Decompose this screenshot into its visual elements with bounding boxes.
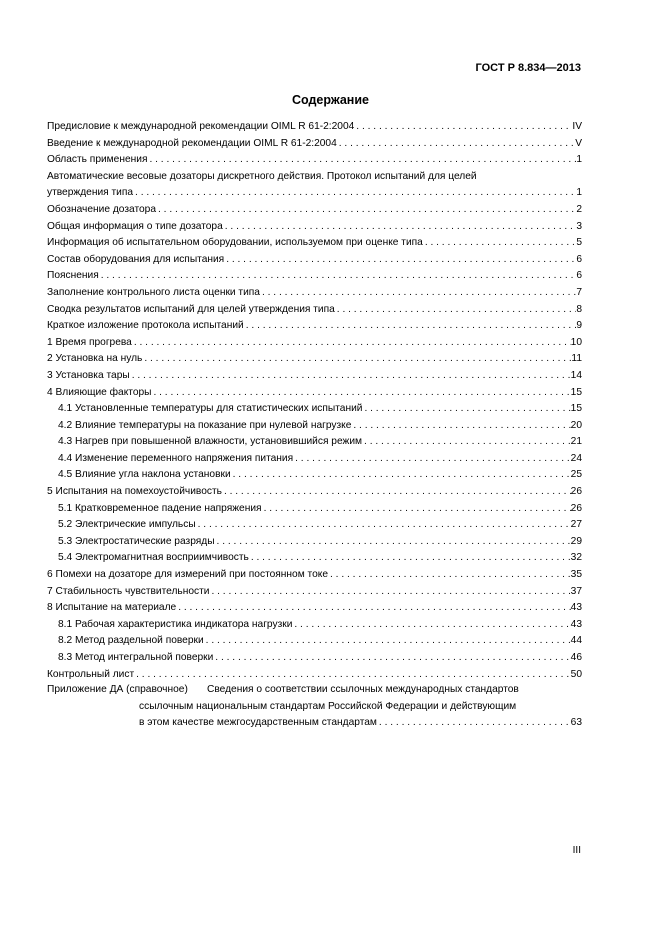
toc-page: 43 (570, 618, 582, 630)
toc-label: 4.4 Изменение переменного напряжения питания (58, 452, 294, 464)
toc-page: 43 (570, 602, 582, 614)
toc-leader (213, 651, 570, 665)
toc-label: 8.1 Рабочая характеристика индикатора нагрузки (58, 618, 293, 630)
toc-subentry[interactable] (47, 419, 582, 436)
toc-page: 26 (570, 486, 582, 498)
toc-page: 25 (570, 469, 582, 481)
toc-page: 14 (570, 369, 582, 381)
toc-subentry[interactable] (47, 468, 582, 485)
toc-label: Контрольный лист (47, 668, 135, 680)
toc-label: 8.3 Метод интегральной поверки (58, 652, 214, 663)
toc-leader (134, 668, 571, 682)
toc-page: 5 (576, 237, 582, 249)
toc-leader (423, 236, 577, 250)
toc-page: 20 (570, 419, 582, 431)
toc-subentry[interactable] (47, 435, 582, 452)
toc-leader (99, 269, 577, 283)
toc-leader (351, 419, 570, 433)
toc-leader (260, 286, 576, 300)
toc-entry[interactable] (47, 319, 582, 336)
toc-label: 5.1 Кратковременное падение напряжения (58, 502, 262, 514)
toc-label: 4.3 Нагрев при повышенной влажности, установившийся режим (58, 436, 363, 448)
toc-label: Сводка результатов испытаний для целей утверждения типа (47, 303, 335, 315)
appendix-title-line3: в этом качестве межгосударственным стандартам (139, 717, 377, 729)
toc-page: 10 (570, 336, 582, 348)
toc-page: 24 (570, 452, 582, 464)
toc-page: 6 (576, 270, 582, 282)
toc-entry[interactable] (47, 352, 582, 369)
toc-entry[interactable] (47, 601, 582, 618)
toc-label: 1 Время прогрева (47, 336, 132, 348)
toc-leader (354, 120, 572, 134)
toc-page: 46 (570, 652, 582, 663)
toc-leader (147, 153, 576, 167)
toc-label: 8 Испытание на материале (47, 602, 177, 614)
toc-leader (132, 336, 571, 350)
toc-entry[interactable] (47, 269, 582, 286)
toc-subentry[interactable] (47, 618, 582, 635)
appendix-tag: Приложение ДА (справочное) (47, 684, 188, 695)
toc-leader (362, 435, 571, 449)
toc-label: Заполнение контрольного листа оценки типа (47, 286, 260, 298)
toc-label: 2 Установка на нуль (47, 353, 143, 365)
toc-page: 37 (570, 585, 582, 597)
toc-page: 7 (576, 286, 582, 298)
toc-leader (215, 535, 571, 549)
toc-subentry[interactable] (47, 634, 582, 651)
toc-label: 5 Испытания на помехоустойчивость (47, 486, 222, 498)
toc-label: Общая информация о типе дозатора (47, 220, 223, 232)
toc-page: 44 (570, 635, 582, 647)
toc-leader (362, 402, 570, 416)
toc-page: 26 (570, 502, 582, 514)
toc-page: V (575, 137, 582, 149)
toc-leader (151, 386, 570, 400)
toc-entry[interactable] (47, 568, 582, 585)
toc-leader (293, 452, 571, 466)
toc-leader (196, 518, 571, 532)
toc-leader (209, 585, 570, 599)
appendix-title-line2: ссылочным национальным стандартам Российской Федерации и действующим (139, 700, 517, 712)
toc-page: 11 (571, 353, 582, 365)
toc-label-continued: Автоматические весовые дозаторы дискретного действия. Протокол испытаний для целей (47, 170, 477, 182)
toc-entry[interactable] (47, 668, 582, 685)
toc-page: 8 (576, 303, 582, 315)
toc-leader (133, 186, 576, 200)
toc-label: 8.2 Метод раздельной поверки (58, 635, 204, 647)
toc-page: 50 (570, 668, 582, 680)
toc-label: 6 Помехи на дозаторе для измерений при постоянном токе (47, 569, 329, 581)
toc-label: Информация об испытательном оборудовании, используемом при оценке типа (47, 237, 423, 249)
toc-leader (292, 618, 570, 632)
toc-entry[interactable] (47, 336, 582, 353)
toc-subentry[interactable] (47, 535, 582, 552)
toc-page: 15 (570, 386, 582, 398)
toc-subentry[interactable] (47, 551, 582, 568)
toc-leader (328, 568, 571, 582)
toc-entry[interactable] (47, 386, 582, 403)
toc-page: 2 (576, 203, 582, 215)
toc-label: 4.1 Установленные температуры для статистических испытаний (58, 403, 363, 415)
toc-entry[interactable] (47, 120, 582, 137)
toc-leader (223, 220, 577, 234)
toc-entry[interactable] (47, 186, 582, 203)
toc-page: 15 (570, 403, 582, 415)
toc-leader (176, 601, 570, 615)
toc-leader (204, 634, 571, 648)
toc-label: Введение к международной рекомендации OIML R 61-2:2004 (47, 137, 337, 149)
toc-leader (142, 352, 571, 366)
toc-label: Обозначение дозатора (47, 203, 156, 215)
toc-leader (130, 369, 571, 383)
toc-subentry[interactable] (47, 651, 582, 668)
appendix-title-line1: Сведения о соответствии ссылочных международных стандартов (207, 684, 519, 695)
toc-entry[interactable] (47, 303, 582, 320)
toc-label: 4.2 Влияние температуры на показание при нулевой нагрузке (58, 419, 352, 431)
appendix-entry[interactable] (47, 683, 582, 733)
toc-label: утверждения типа (47, 187, 134, 199)
toc-label: 5.2 Электрические импульсы (58, 519, 196, 531)
toc-page: 1 (576, 154, 582, 166)
toc-entry[interactable] (47, 485, 582, 502)
toc-label: Краткое изложение протокола испытаний (47, 320, 244, 332)
toc-label: Состав оборудования для испытания (47, 253, 225, 265)
toc-entry[interactable] (47, 585, 582, 602)
toc-page: 21 (570, 436, 582, 448)
toc-label: 7 Стабильность чувствительности (47, 585, 210, 597)
toc-page: 63 (570, 717, 582, 729)
page-number: III (572, 845, 581, 856)
toc-leader (377, 716, 571, 733)
toc-entry[interactable] (47, 369, 582, 386)
toc-subentry[interactable] (47, 518, 582, 535)
toc-subentry[interactable] (47, 502, 582, 519)
toc-leader (262, 502, 571, 516)
toc-entry[interactable] (47, 236, 582, 253)
toc-label: Предисловие к международной рекомендации OIML R 61-2:2004 (47, 121, 355, 132)
toc-page: IV (572, 121, 582, 132)
toc-page: 1 (576, 187, 582, 199)
toc-label: 4 Влияющие факторы (47, 386, 152, 398)
toc-label: 5.4 Электромагнитная восприимчивость (58, 552, 249, 564)
toc-leader (244, 319, 577, 333)
table-of-contents (47, 120, 582, 684)
toc-page: 35 (570, 569, 582, 581)
toc-subentry[interactable] (47, 402, 582, 419)
toc-page: 27 (570, 519, 582, 531)
toc-leader (156, 203, 576, 217)
toc-entry[interactable] (47, 220, 582, 237)
toc-label: Область применения (47, 154, 148, 166)
toc-entry[interactable] (47, 253, 582, 270)
toc-label: Пояснения (47, 270, 99, 282)
toc-page: 6 (576, 253, 582, 265)
toc-entry[interactable] (47, 203, 582, 220)
toc-leader (222, 485, 571, 499)
toc-entry[interactable] (47, 286, 582, 303)
toc-leader (249, 551, 571, 565)
page-title: Содержание (291, 93, 369, 107)
toc-leader (335, 303, 577, 317)
toc-label: 5.3 Электростатические разряды (58, 535, 215, 547)
toc-label: 3 Установка тары (47, 369, 130, 381)
toc-leader (231, 468, 571, 482)
toc-page: 29 (570, 535, 582, 547)
toc-label: 4.5 Влияние угла наклона установки (58, 469, 231, 481)
toc-entry[interactable] (47, 153, 582, 170)
toc-page: 3 (576, 220, 582, 232)
toc-entry[interactable] (47, 137, 582, 154)
toc-page: 32 (570, 552, 582, 564)
standard-id: ГОСТ Р 8.834—2013 (475, 62, 581, 74)
toc-page: 9 (576, 320, 582, 332)
toc-subentry[interactable] (47, 452, 582, 469)
toc-leader (224, 253, 576, 267)
toc-leader (337, 137, 575, 151)
